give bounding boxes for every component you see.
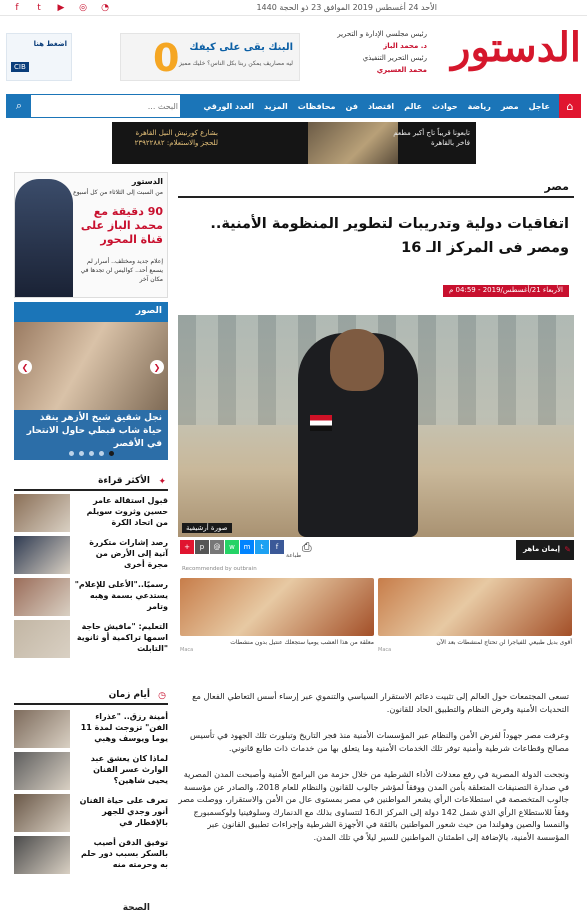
banner-image [308,122,398,164]
old-days-thumb [14,794,70,832]
youtube-icon[interactable]: ▶ [57,3,65,13]
search-icon[interactable]: ⌕ [7,95,31,117]
image-credit: صورة أرشيفية [182,523,232,533]
old-days-title: توفيق الدقن أصيب بالسكر بسبب دور حلم به وحرمته منه [80,838,168,869]
article-body [174,690,569,857]
banner-right-text: تابعونا قريباً تاج أكبر مطعم فاخر بالقاهرة [393,129,470,147]
editor-name-1: د. محمد الباز [383,42,427,50]
article-paragraph: ونجحت الدولة المصرية في رفع معدلات الأداء الشرطية من خلال حزمة من البرامج الأمنية وأصبحت المدن المصرية في صدارة التصنيفات المتعلقة بأمن المدن ووفقاً لمؤشر جالوب للقانون والنظام للعام 2018، والصادر عن مؤسسة جالوب المتخصصة في استطلاعات الرأي يشعر المواطنين في مصر بمستوى عال من الأمن والاستقرار، ووصلت مصر وفقاً للاستطلاع الرأي الذي شمل 142 دولة إلى المركز الـ16 لتتساوى بذلك مع الدنمارك وسلوفينيا ولوكسمبورج والنمسا والصين وهولندا من حيث شعور المواطنين بالثقة في الأجهزة الشرطية وإجراءات تطبيق القانون عبر المؤسسة الأمنية، بالإضافة إلى اطمئنان المواطنين للسير ليلاً في تلك المدن. [178,769,569,842]
nav-item-9[interactable]: العدد الورقي [203,101,254,111]
old-days-title: لماذا كان يعشق عبد الوارث عسر الفنان يحيى شاهين؟ [90,754,168,785]
editor-title-2: رئيس التحرير التنفيذي [362,54,427,62]
logo-text-main: الدستور [451,24,581,71]
search-box [6,94,181,118]
ad-subtext: ليه مصاريف يمكن ربنا بكل الناس؟ خليك مميز [179,60,293,67]
chevron-right-icon[interactable]: ❯ [150,360,164,374]
old-days-thumb [14,710,70,748]
print-label: طباعة [286,552,302,559]
old-days-item[interactable] [14,710,168,750]
top-strip [0,0,587,16]
social-links [6,2,116,14]
egypt-flag-icon [310,415,332,431]
site-logo[interactable] [431,22,581,92]
twitter-icon[interactable]: t [37,3,41,13]
facebook-icon[interactable]: f [15,3,19,13]
recommended-image [180,578,374,636]
nav-item-6[interactable]: فن [345,101,358,111]
cib-logo: CIB [11,62,29,72]
sidebar-tv-ad[interactable] [14,172,168,298]
article-hero-image [178,315,574,537]
flame-icon: ✦ [158,477,166,487]
health-header [14,903,168,916]
hero-officer-head [330,329,384,391]
recommended-image [378,578,572,636]
section-title[interactable]: مصر [544,180,569,193]
most-read-item[interactable] [14,578,168,618]
recommended-source: Maca [180,647,194,653]
chevron-left-icon[interactable]: ❮ [18,360,32,374]
logo-text [451,24,581,71]
old-days-item[interactable] [14,752,168,792]
old-days-title: تعرف على حياة الفنان أنور وجدي للجهر بالإفطار في [79,796,168,827]
photos-slider[interactable] [14,322,168,460]
slider-dot[interactable] [99,451,104,456]
slider-dot[interactable] [79,451,84,456]
editor-title-1: رئيس مجلسي الإدارة و التحرير [337,30,427,38]
nav-item-5[interactable]: اقتصاد [367,101,395,111]
cib-ad[interactable] [6,33,72,81]
cib-ad-text: اضغط هنا [33,40,67,48]
twitter-share-icon[interactable]: t [255,540,269,554]
old-days-item[interactable] [14,836,168,876]
header-bank-ad[interactable] [120,33,300,81]
photos-header[interactable] [14,302,168,322]
most-read-item[interactable] [14,536,168,576]
old-days-title: أمينة رزق.. "عذراء الفن" تزوجت لمدة 11 يوما ويوسف وهبي [80,712,168,743]
nav-item-8[interactable]: المزيد [263,101,288,111]
clock-icon: ◷ [158,691,166,701]
article-paragraph: تسعى المجتمعات حول العالم إلى تثبيت دعائم الاستقرار السياسي والتنموي عبر إرساء أسس التعاطي الفعال مع التحديات الأمنية وفرض النظام والتطبيق الحاد للقانون. [192,691,569,714]
old-days-item[interactable] [14,794,168,834]
printer-icon[interactable]: ⎙ [302,540,312,554]
print-share-icon[interactable]: p [195,540,209,554]
ad-program-title: 90 دقيقة مع محمد الباز على قناة المحور [80,205,163,246]
nav-item-7[interactable]: محافظات [297,101,336,111]
most-read-thumb [14,494,70,532]
ad-logo: الدستور [131,177,163,186]
ad-schedule: من السبت إلى الثلاثاء من كل أسبوع [73,189,163,196]
nav-item-2[interactable]: رياضة [467,101,491,111]
ad-presenter-image [15,179,73,297]
recommended-title: أقوى بديل طبيعي للفياجرا لن تحتاج لمنشطات بعد الآن [436,639,572,646]
restaurant-banner-ad[interactable] [112,122,476,164]
editor-name-2: محمد العسيري [376,66,427,74]
most-read-title: رسميًا.."الأعلى للإعلام" يستدعي بسمة وهبه وتامر [74,580,168,611]
most-read-item[interactable] [14,620,168,660]
editors-block [307,28,427,76]
slide-caption: نجل شقيق شيخ الأزهر ينقذ حياة شاب قبطي حاول الانتحار في الأقصر [26,413,162,449]
ad-headline: البنك بقى على كيفك [189,42,293,53]
slider-dot[interactable] [89,451,94,456]
nav-items [199,94,556,118]
old-days-header [14,689,168,705]
nav-item-1[interactable]: مصر [500,101,519,111]
search-input[interactable] [33,97,178,115]
most-read-item[interactable] [14,494,168,534]
old-days-thumb [14,752,70,790]
nav-item-0[interactable]: عاجل [528,101,550,111]
most-read-thumb [14,620,70,658]
slider-dot[interactable] [109,451,114,456]
recommended-source: Maca [378,647,392,653]
photos-title: الصور [135,306,162,316]
article-paragraph: وعرفت مصر جهوداً لفرض الأمن والنظام عبر المؤسسات الأمنية منذ فجر التاريخ وتبلورت تلك الجهود في تأسيس مصالح وقطاعات شرطية وأمنية توفر تلك الخدمات الأمنية وما يتعلق بها من خدمات ذات طابع قانوني. [190,730,569,753]
outbrain-label[interactable]: Recommended by outbrain [182,566,257,572]
recommended-card[interactable] [378,578,572,653]
recommended-card[interactable] [180,578,374,653]
ad-tagline: إعلام جديد ومختلف.. أسرار لم يسمع أحد.. كواليس لن تجدها في مكان آخر [80,258,163,283]
messenger-share-icon[interactable]: m [240,540,254,554]
most-read-title: الأكثر قراءة [98,476,150,486]
main-nav [6,94,581,118]
instagram-icon[interactable]: ◎ [79,3,87,13]
most-read-thumb [14,578,70,616]
most-read-header [14,475,168,491]
old-days-title: أيام زمان [108,690,150,700]
email-share-icon[interactable]: @ [210,540,224,554]
health-title: الصحة [122,903,150,913]
slider-dot[interactable] [69,451,74,456]
slider-dots [14,451,168,456]
nav-item-3[interactable]: حوادث [431,101,458,111]
section-divider [178,196,574,198]
home-icon[interactable]: ⌂ [559,94,581,118]
slide-image [14,322,168,410]
facebook-share-icon[interactable]: f [270,540,284,554]
plus-share-icon[interactable]: + [180,540,194,554]
article-headline: اتفاقيات دولية وتدريبات لتطوير المنظومة الأمنية.. ومصر فى المركز الـ 16 [210,216,569,256]
author-name[interactable]: إيمان ماهر [516,540,574,560]
pen-icon: ✎ [564,545,571,554]
most-read-title: قبول استقالة عامر حسين وثروت سويلم من اتحاد الكرة [86,496,168,527]
top-date: الأحد 24 أغسطس 2019 الموافق 23 ذو الحجة 1440 [256,3,437,12]
most-read-title: رصد إشارات متكررة آتية إلى الأرض من مجرة أخرى [89,538,168,569]
old-days-thumb [14,836,70,874]
share-bar [178,540,574,560]
whatsapp-share-icon[interactable]: w [225,540,239,554]
most-read-title: التعليم: "مافيش حاجة اسمها تراكمية أو ثانوية التابلت" [76,622,168,653]
most-read-thumb [14,536,70,574]
banner-left-text: بشارع كورنيش النيل القاهرة للحجز والاستعلام: ٢٣٩٢٢٨٨٢ [134,129,218,147]
nav-item-4[interactable]: عالم [404,101,422,111]
article-date: الأربعاء 21/أغسطس/2019 - 04:59 م [443,285,569,297]
ad-zero-graphic: 0 [153,36,180,80]
recommended-title: معلقة من هذا العشب يوميا ستجعلك عنتيل بدون منشطات [230,639,374,646]
rss-icon[interactable]: ◔ [101,3,109,13]
